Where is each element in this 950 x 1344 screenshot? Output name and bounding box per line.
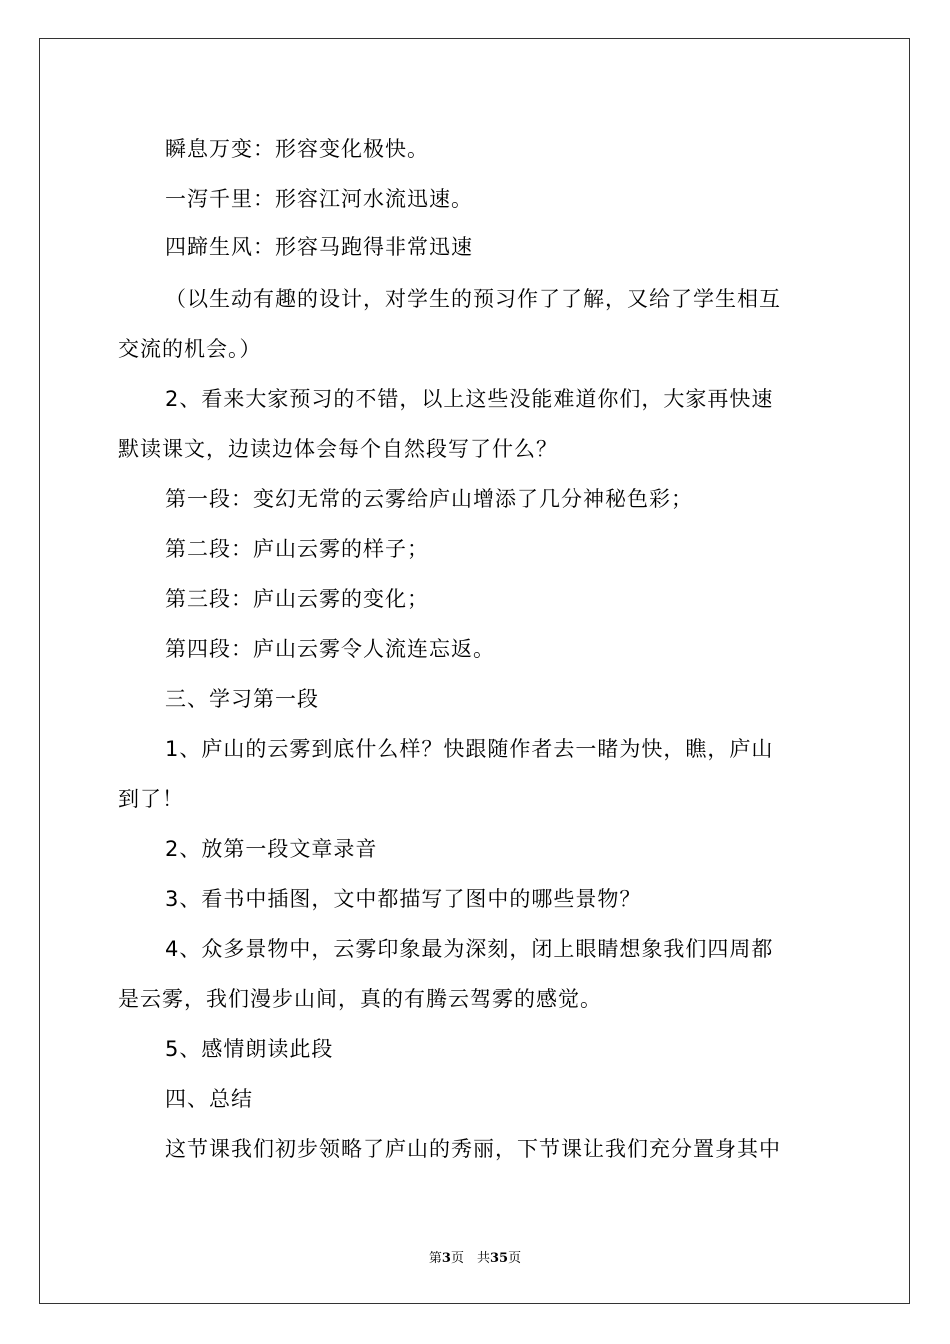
text-line: （以生动有趣的设计，对学生的预习作了了解，又给了学生相互 [165,287,781,311]
section-heading: 四、总结 [165,1087,253,1111]
text-line: 默读课文，边读边体会每个自然段写了什么？ [118,437,558,461]
text-line: 交流的机会。） [118,337,262,361]
text-line: 这节课我们初步领略了庐山的秀丽，下节课让我们充分置身其中 [165,1137,781,1161]
text-line: 1、庐山的云雾到底什么样？快跟随作者去一睹为快，瞧，庐山 [165,737,774,761]
text-line: 第四段：庐山云雾令人流连忘返。 [165,637,495,661]
footer-prefix: 第 [428,1251,442,1266]
text-line: 4、众多景物中，云雾印象最为深刻，闭上眼睛想象我们四周都 [165,937,774,961]
text-line: 2、看来大家预习的不错，以上这些没能难道你们，大家再快速 [165,387,774,411]
text-line: 第二段：庐山云雾的样子； [165,537,429,561]
text-line: 第三段：庐山云雾的变化； [165,587,429,611]
total-page-count: 35 [489,1251,509,1266]
page-border [39,38,910,1304]
text-line: 到了！ [118,787,184,811]
text-line: 是云雾，我们漫步山间，真的有腾云驾雾的感觉。 [118,987,602,1011]
text-line: 一泻千里：形容江河水流迅速。 [165,187,473,211]
text-line: 四蹄生风：形容马跑得非常迅速 [165,235,473,259]
section-heading: 三、学习第一段 [165,687,319,711]
text-line: 第一段：变幻无常的云雾给庐山增添了几分神秘色彩； [165,487,693,511]
text-line: 5、感情朗读此段 [165,1037,334,1061]
page-footer [0,1247,950,1266]
footer-mid: 页 共 [450,1251,490,1266]
text-line: 2、放第一段文章录音 [165,837,378,861]
text-line: 3、看书中插图，文中都描写了图中的哪些景物？ [165,887,642,911]
footer-suffix: 页 [508,1251,522,1266]
current-page-number: 3 [441,1251,451,1266]
text-line: 瞬息万变：形容变化极快。 [165,137,429,161]
